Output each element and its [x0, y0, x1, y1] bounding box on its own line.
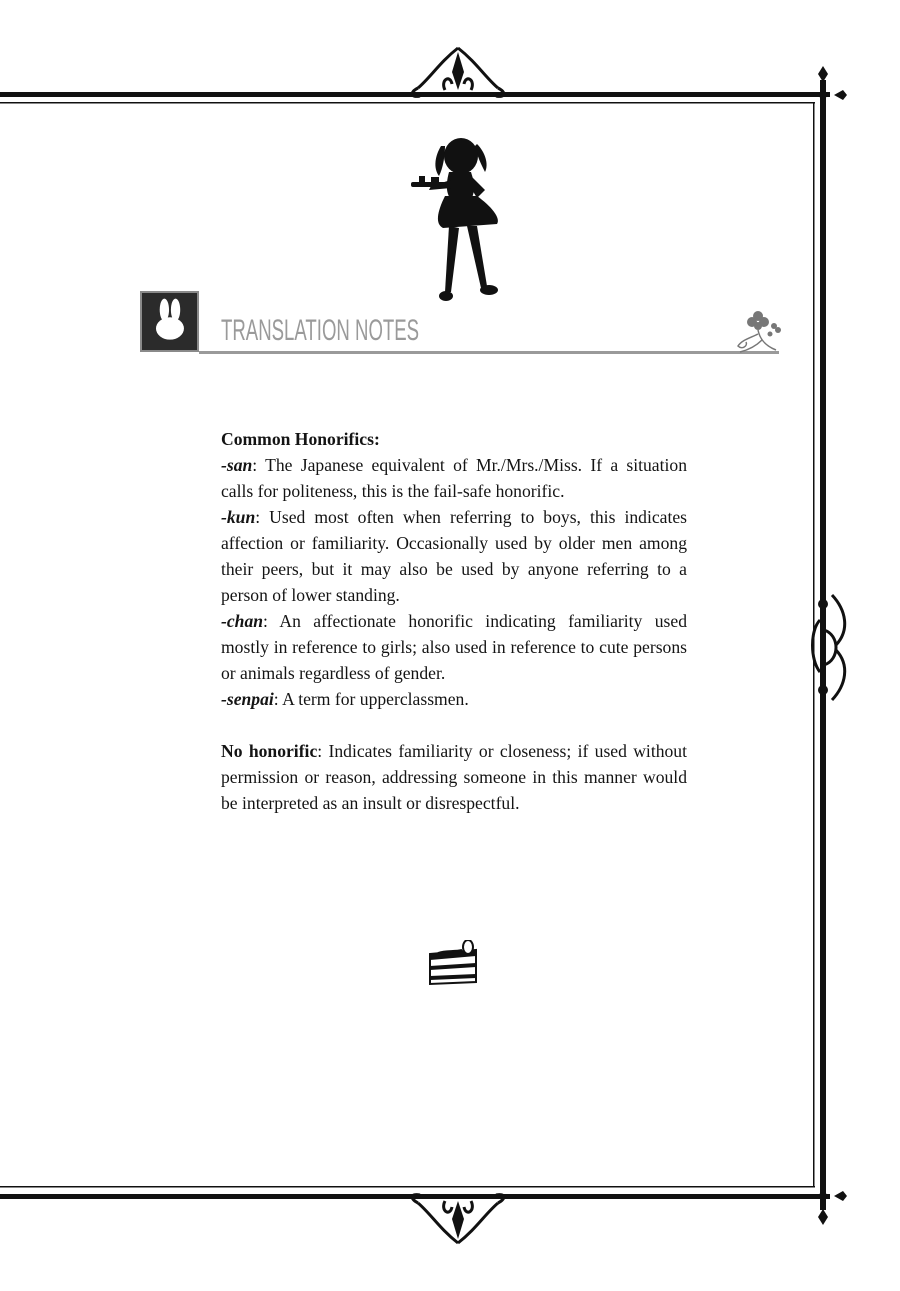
note-kun	[221, 504, 687, 608]
notes-body	[221, 426, 687, 816]
definition-san: : The Japanese equivalent of Mr./Mrs./Miss. If a situation calls for politeness, this is the fail-safe honorific.	[221, 455, 687, 501]
definition-kun: : Used most often when referring to boys, this indicates affection or familiarity. Occasionally used by older men among their peers, but it may also be used by anyone referring to a person of lower standing.	[221, 507, 687, 605]
honorifics-heading: Common Honorifics:	[221, 429, 380, 449]
term-san: -san	[221, 455, 253, 475]
clover-flourish-icon	[732, 310, 782, 354]
term-kun: -kun	[221, 507, 256, 527]
paragraph-spacer	[221, 712, 687, 738]
term-no-honorific: No honorific	[221, 741, 318, 761]
note-san	[221, 452, 687, 504]
term-chan: -chan	[221, 611, 264, 631]
bunny-icon	[140, 291, 199, 352]
definition-senpai: : A term for upperclassmen.	[273, 689, 469, 709]
note-no-honorific	[221, 738, 687, 816]
note-senpai	[221, 686, 687, 712]
cake-slice-icon	[428, 940, 480, 988]
definition-chan: : An affectionate honorific indicating familiarity used mostly in reference to girls; also used in reference to cute persons or animals regardless of gender.	[221, 611, 687, 683]
title-divider	[199, 351, 779, 354]
maid-silhouette-icon	[405, 132, 513, 304]
definition-no-honorific: : Indicates familiarity or closeness; if used without permission or reason, addressing someone in this manner would be interpreted as an insult or disrespectful.	[221, 741, 687, 813]
section-title: TRANSLATION NOTES	[221, 314, 420, 347]
term-senpai: -senpai	[221, 689, 274, 709]
note-chan	[221, 608, 687, 686]
